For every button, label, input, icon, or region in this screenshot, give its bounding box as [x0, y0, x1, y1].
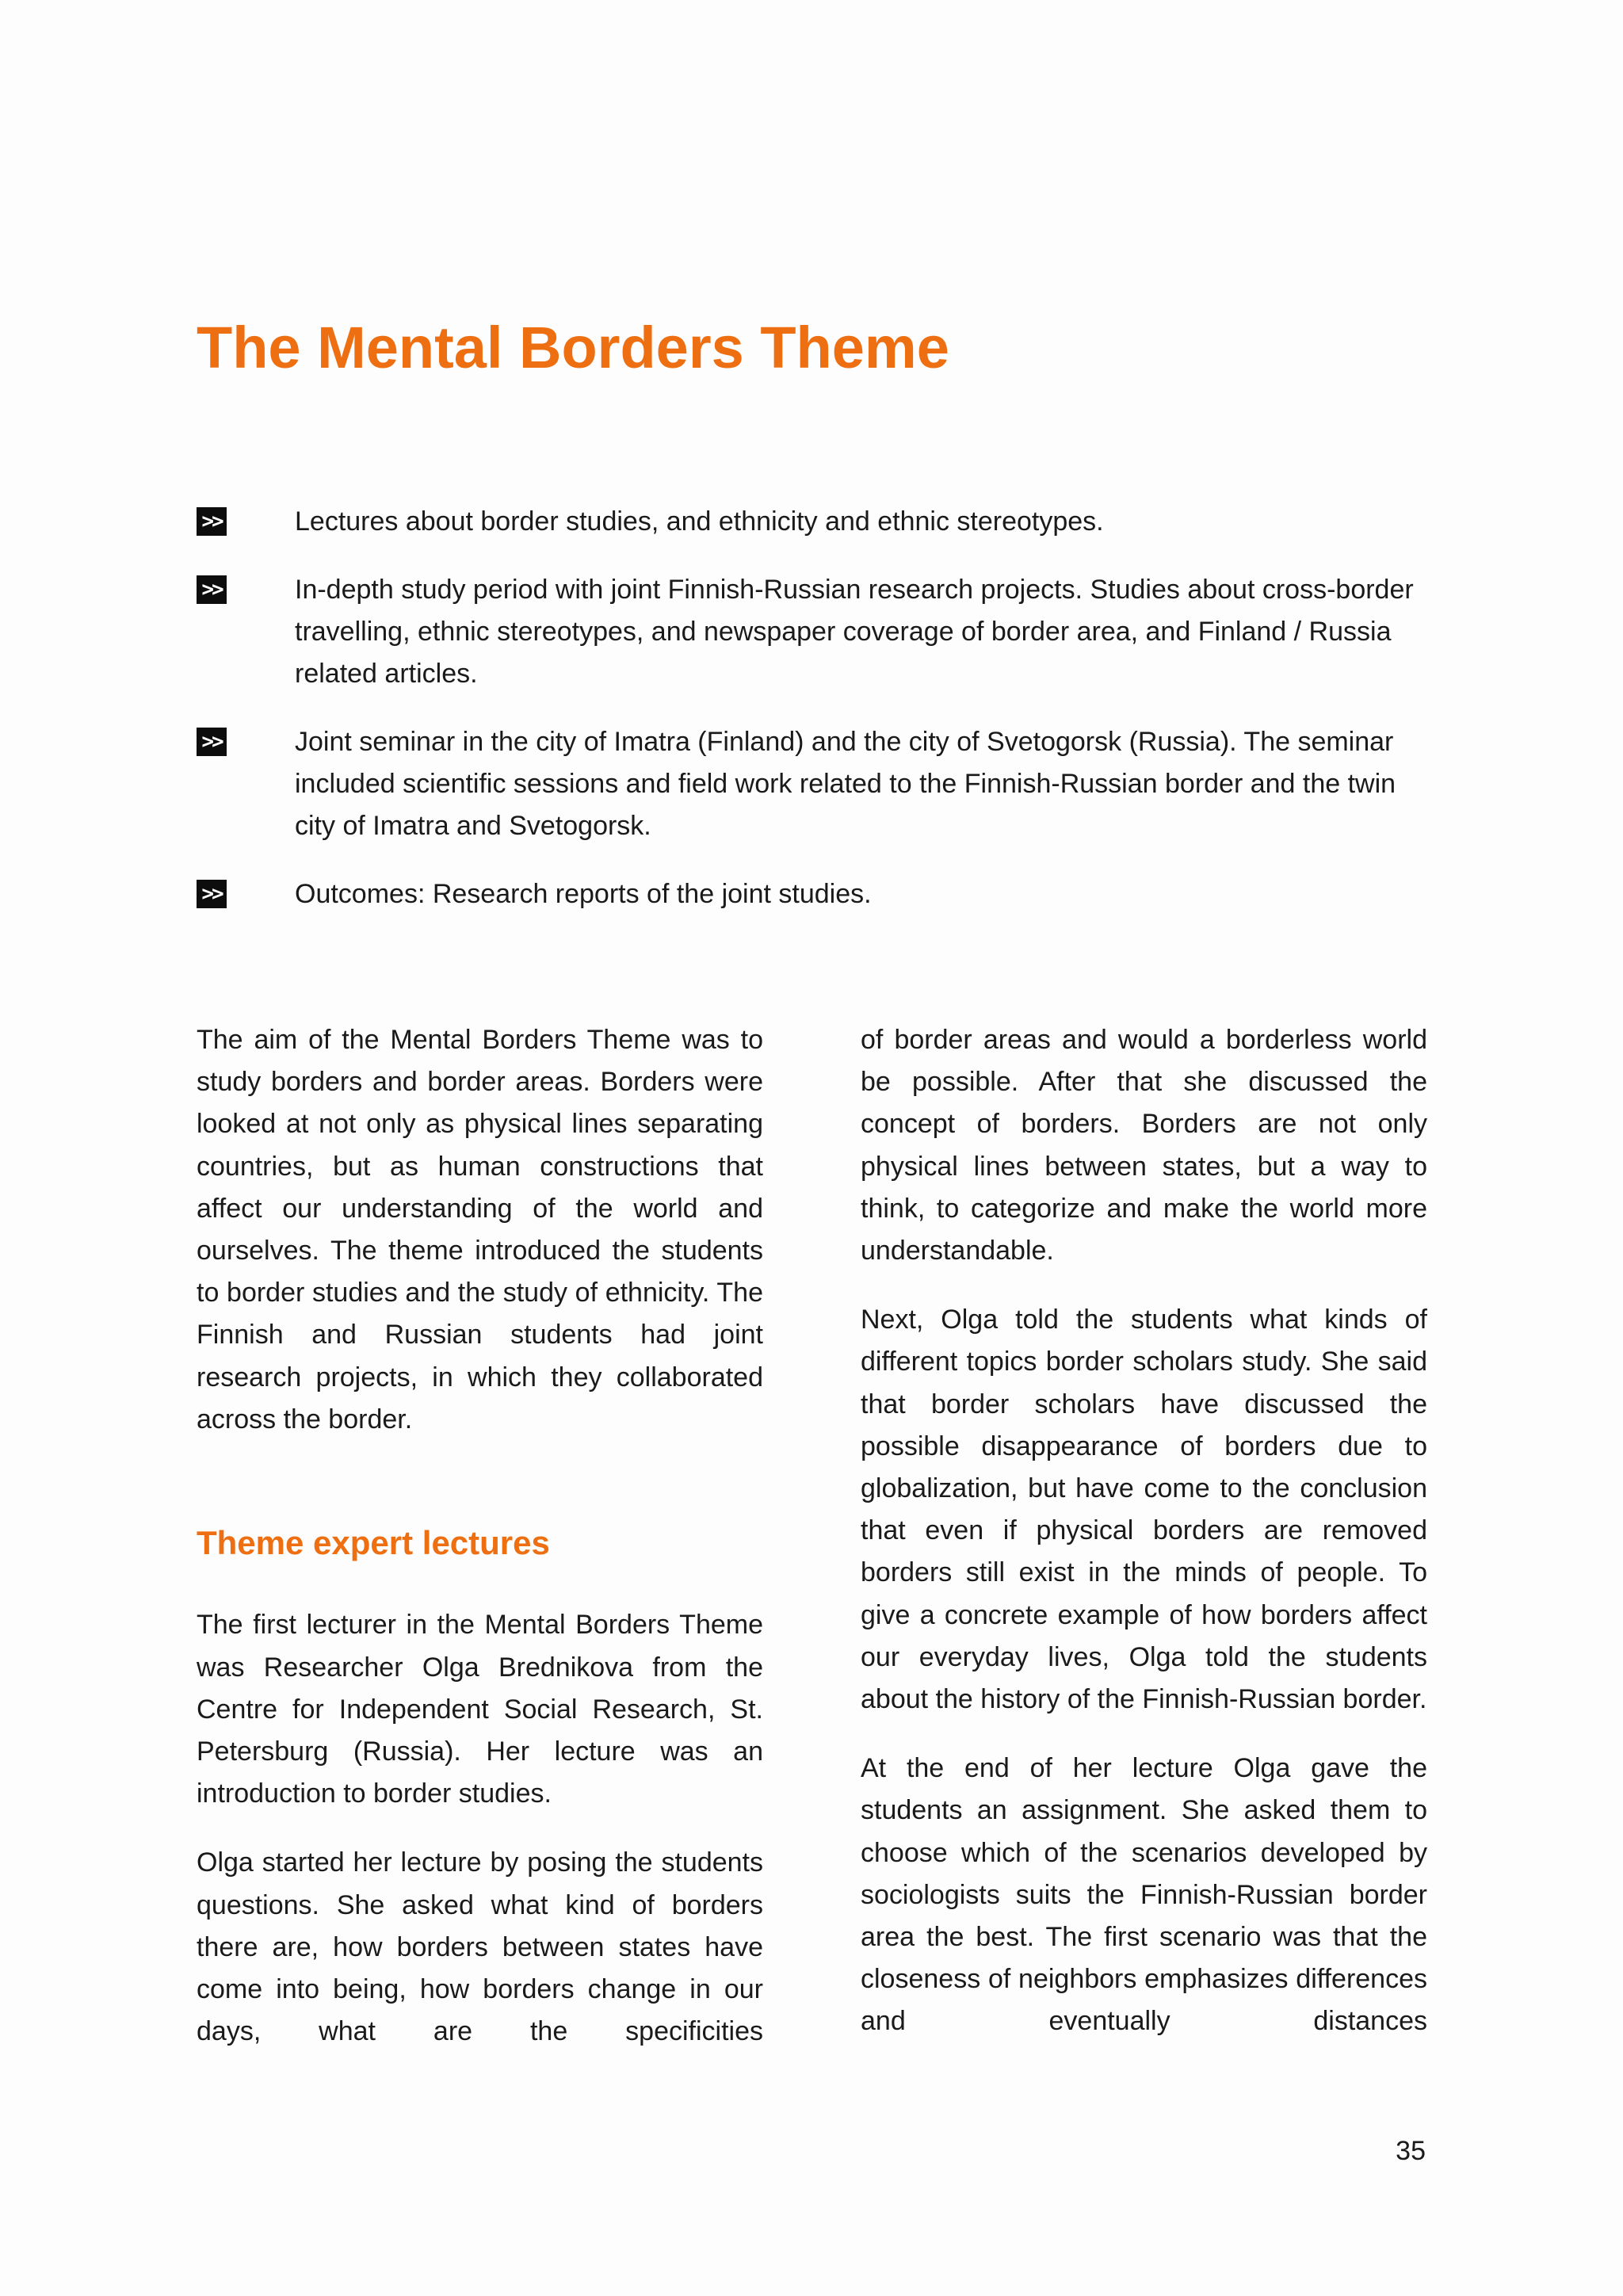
bullet-text: Lectures about border studies, and ethnicity and ethnic stereotypes. [295, 506, 1104, 537]
list-item [197, 501, 1433, 543]
arrow-bullet-icon: >> [197, 507, 227, 536]
body-paragraph: The first lecturer in the Mental Borders Theme was Researcher Olga Brednikova from the Centre for Independent Social Research, St. Petersburg (Russia). Her lecture was an introduction to border studies. [197, 1610, 763, 1809]
bullet-text: In-depth study period with joint Finnish-Russian research projects. Studies about cross-border travelling, ethnic stereotypes, and newspaper coverage of border area, and Finland / Russia related articles. [295, 575, 1414, 689]
page-title: The Mental Borders Theme [197, 315, 949, 380]
body-paragraph: At the end of her lecture Olga gave the students an assignment. She asked them to choose which of the scenarios developed by sociologists suits the Finnish-Russian border area the best. The first scenario was that the closeness of neighbors emphasizes differences and eventually distances [861, 1753, 1427, 2037]
body-paragraph: Olga started her lecture by posing the students questions. She asked what kind of borders there are, how borders between states have come into being, how borders change in our days, what are the specificities [197, 1847, 763, 2047]
section-heading: Theme expert lectures [197, 1524, 550, 1562]
right-column [861, 1019, 1427, 2070]
arrow-bullet-icon: >> [197, 880, 227, 908]
left-column [197, 1019, 763, 2080]
list-item [197, 873, 1433, 915]
arrow-bullet-icon: >> [197, 728, 227, 756]
list-item [197, 569, 1433, 695]
bullet-text: Outcomes: Research reports of the joint studies. [295, 879, 872, 909]
bullet-text: Joint seminar in the city of Imatra (Finland) and the city of Svetogorsk (Russia). The seminar included scientific sessions and field work related to the Finnish-Russian border and the twin city of Imatra and Svetogorsk. [295, 727, 1396, 841]
body-paragraph: of border areas and would a borderless world be possible. After that she discussed the concept of borders. Borders are not only physical lines between states, but a way to think, to categorize and make the world more understandable. [861, 1025, 1427, 1266]
arrow-bullet-icon: >> [197, 575, 227, 604]
list-item [197, 721, 1433, 847]
body-paragraph: Next, Olga told the students what kinds of different topics border scholars study. She said that border scholars have discussed the possible disappearance of borders due to globalization, but have come to the conclusion that even if physical borders are removed borders still exist in the minds of people. To give a concrete example of how borders affect our everyday lives, Olga told the students about the history of the Finnish-Russian border. [861, 1305, 1427, 1715]
intro-paragraph: The aim of the Mental Borders Theme was to study borders and border areas. Borders were looked at not only as physical lines separating countries, but as human constructions that affect our understanding of the world and ourselves. The theme introduced the students to border studies and the study of ethnicity. The Finnish and Russian students had joint research projects, in which they collaborated across the border. [197, 1025, 763, 1435]
page-number: 35 [1396, 2136, 1426, 2166]
bullet-list [197, 501, 1433, 942]
